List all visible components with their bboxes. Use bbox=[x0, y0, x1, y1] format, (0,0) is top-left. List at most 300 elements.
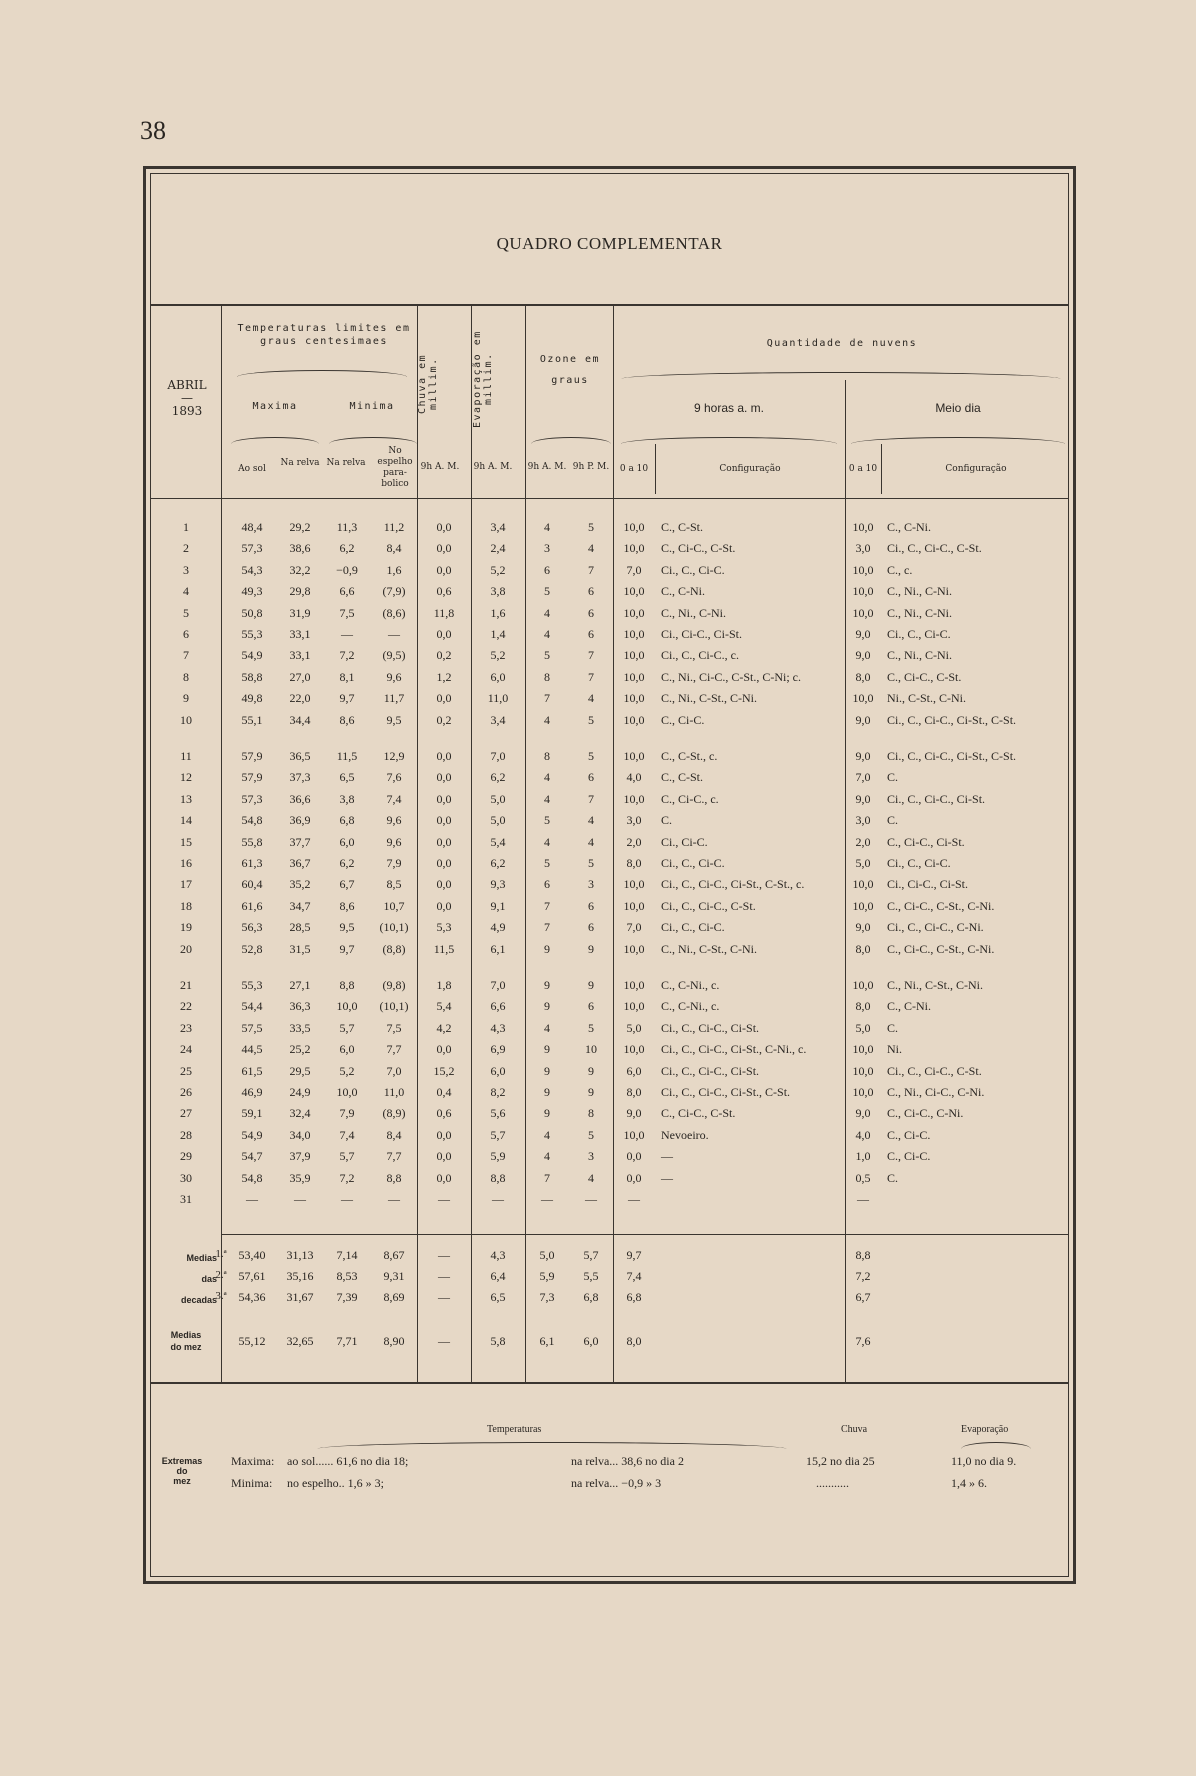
cell-ozone-am: 7 bbox=[544, 898, 550, 913]
sub-escala-2: 0 a 10 bbox=[848, 464, 878, 474]
cell-chuva: 0,0 bbox=[436, 1149, 452, 1164]
cell-na-relva-max: 35,9 bbox=[289, 1170, 311, 1185]
cell-config-meio-dia: C., Ni., Ci-C., C-Ni. bbox=[887, 1085, 985, 1099]
cell-day: 30 bbox=[180, 1170, 192, 1185]
cell-ozone-pm: 5 bbox=[588, 520, 594, 534]
table-row bbox=[151, 1192, 1071, 1213]
table-row bbox=[151, 942, 1071, 963]
cell-nuvens-9h: 10,0 bbox=[623, 749, 645, 763]
cell-no-espelho: 11,7 bbox=[383, 691, 405, 706]
extremas-label-3: mez bbox=[173, 1476, 191, 1486]
table-row bbox=[151, 856, 1071, 877]
cell-nuvens-meio-dia: 3,0 bbox=[855, 813, 871, 828]
cell-chuva: 0,0 bbox=[436, 791, 452, 806]
cell-config-9h: C., C-Ni., c. bbox=[661, 978, 720, 992]
cell-config-9h: C., C-Ni., c. bbox=[661, 999, 720, 1014]
cell-nuvens-9h: — bbox=[628, 1192, 640, 1206]
cell-no-espelho: 9,6 bbox=[386, 669, 402, 684]
cell-nuvens-meio-dia: 5,0 bbox=[855, 1020, 871, 1035]
table-row bbox=[151, 1149, 1071, 1170]
cell-ao-sol: 54,9 bbox=[241, 648, 263, 663]
cell-nuvens-meio-dia: 10,0 bbox=[852, 605, 874, 620]
brace-ozone bbox=[531, 437, 611, 444]
cell-na-relva-max: 32,4 bbox=[289, 1106, 311, 1121]
cell-chuva: 0,0 bbox=[436, 770, 452, 785]
cell-config-meio-dia: Ci., Ci-C., Ci-St. bbox=[887, 877, 969, 892]
ext-maxima-b: na relva... 38,6 no dia 2 bbox=[571, 1454, 684, 1468]
cell-day: 20 bbox=[180, 941, 192, 956]
cell-ao-sol: 54,9 bbox=[241, 1127, 263, 1142]
cell-nuvens-meio-dia: 9,0 bbox=[855, 791, 871, 806]
cell-no-espelho: 11,0 bbox=[383, 1085, 405, 1099]
cell-ozone-pm: 4 bbox=[588, 691, 594, 706]
cell-nuvens-meio-dia: 4,0 bbox=[855, 1127, 871, 1142]
cell-ozone-pm: 3 bbox=[588, 1149, 594, 1164]
table-row bbox=[151, 1021, 1071, 1042]
cell-day: 6 bbox=[183, 627, 189, 641]
cell-nuvens-meio-dia: 9,0 bbox=[855, 1106, 871, 1121]
cell-no-espelho: — bbox=[388, 1192, 400, 1206]
table-row bbox=[151, 584, 1071, 605]
cell-nuvens-9h: 9,0 bbox=[626, 1106, 642, 1121]
cell-na-relva-max: 31,13 bbox=[286, 1248, 314, 1262]
cell-config-meio-dia: C., Ni., C-Ni. bbox=[887, 605, 953, 620]
cell-ozone-pm: 10 bbox=[585, 1042, 597, 1057]
cell-day: 15 bbox=[180, 834, 192, 849]
cell-config-9h: Ci., C., Ci-C., Ci-St. bbox=[661, 1063, 760, 1078]
cell-ao-sol: 59,1 bbox=[241, 1106, 263, 1121]
cell-config-9h: Ci., C., Ci-C. bbox=[661, 856, 725, 870]
cell-evaporacao: 6,1 bbox=[490, 941, 506, 956]
cell-evaporacao: 5,2 bbox=[490, 648, 506, 663]
cell-no-espelho: 8,69 bbox=[383, 1290, 405, 1304]
cell-no-espelho: 7,7 bbox=[386, 1149, 402, 1164]
cell-day: 24 bbox=[180, 1042, 192, 1057]
cell-ozone-pm: 9 bbox=[588, 1063, 594, 1078]
cell-config-meio-dia: C. bbox=[887, 1170, 899, 1185]
cell-ozone-pm: 9 bbox=[588, 1085, 594, 1099]
cell-nuvens-9h: 5,0 bbox=[626, 1020, 642, 1035]
cell-chuva: 0,0 bbox=[436, 691, 452, 706]
cell-no-espelho: (9,8) bbox=[382, 978, 406, 992]
cell-ozone-pm: 6 bbox=[588, 605, 594, 620]
medias-decada-row bbox=[151, 1269, 1071, 1290]
brace-minima bbox=[329, 437, 417, 444]
cell-nuvens-meio-dia: 9,0 bbox=[855, 920, 871, 935]
cell-config-meio-dia: C., C-Ni. bbox=[887, 999, 932, 1014]
brace-ext-evap bbox=[961, 1442, 1031, 1449]
cell-ao-sol: 50,8 bbox=[241, 605, 263, 620]
cell-na-relva-min: 5,7 bbox=[339, 1020, 355, 1035]
cell-config-meio-dia: Ci., C., Ci-C., C-Ni. bbox=[887, 920, 984, 935]
table-row bbox=[151, 1106, 1071, 1127]
cell-evaporacao: 6,2 bbox=[490, 856, 506, 870]
cell-ozone-pm: 9 bbox=[588, 978, 594, 992]
cell-evaporacao: 6,4 bbox=[490, 1269, 506, 1283]
cell-day: 2.ª bbox=[215, 1269, 227, 1281]
cell-evaporacao: 6,6 bbox=[490, 999, 506, 1014]
cell-na-relva-min: 10,0 bbox=[336, 999, 358, 1014]
table-row bbox=[151, 792, 1071, 813]
table-row bbox=[151, 1171, 1071, 1192]
table-row bbox=[151, 1128, 1071, 1149]
ext-maxima-a: ao sol...... 61,6 no dia 18; bbox=[287, 1454, 409, 1468]
extremas-label-2: do bbox=[176, 1466, 188, 1476]
cell-na-relva-min: 8,53 bbox=[336, 1269, 358, 1283]
cell-na-relva-max: 36,3 bbox=[289, 999, 311, 1014]
cell-nuvens-9h: 8,0 bbox=[626, 856, 642, 870]
cell-config-meio-dia: Ci., C., Ci-C., Ci-St., C-St. bbox=[887, 712, 1017, 727]
cell-nuvens-meio-dia: 9,0 bbox=[855, 712, 871, 727]
sub-config-1: Configuração bbox=[719, 464, 781, 474]
cell-nuvens-meio-dia: 8,0 bbox=[855, 999, 871, 1014]
cell-ao-sol: 55,12 bbox=[238, 1334, 266, 1348]
cell-config-meio-dia: Ci., C., Ci-C., C-St. bbox=[887, 541, 982, 556]
header-meio-dia: Meio dia bbox=[935, 401, 981, 415]
cell-ozone-pm: 6 bbox=[588, 920, 594, 935]
cell-evaporacao: 11,0 bbox=[487, 691, 509, 706]
cell-ozone-pm: 6 bbox=[588, 898, 594, 913]
ext-minima-b: na relva... −0,9 » 3 bbox=[571, 1476, 662, 1490]
cell-ao-sol: 55,3 bbox=[241, 978, 263, 992]
cell-chuva: — bbox=[438, 1248, 450, 1262]
cell-config-9h: Ci., C., Ci-C., Ci-St. bbox=[661, 1020, 760, 1035]
cell-na-relva-max: 32,2 bbox=[289, 562, 311, 577]
cell-config-meio-dia: Ni. bbox=[887, 1042, 902, 1057]
cell-no-espelho: (10,1) bbox=[379, 920, 409, 935]
cell-config-9h: C., Ci-C. bbox=[661, 712, 705, 727]
cell-na-relva-min: 7,4 bbox=[339, 1127, 355, 1142]
cell-na-relva-max: 36,7 bbox=[289, 856, 311, 870]
cell-no-espelho: 8,90 bbox=[383, 1334, 405, 1348]
ext-h-chuva: Chuva bbox=[841, 1424, 868, 1435]
cell-no-espelho: 8,5 bbox=[386, 877, 402, 892]
cell-nuvens-9h: 3,0 bbox=[626, 813, 642, 828]
cell-nuvens-9h: 10,0 bbox=[623, 712, 645, 727]
cell-ozone-pm: 5,7 bbox=[583, 1248, 599, 1262]
cell-config-9h: Ci., C., Ci-C., Ci-St., C-Ni., c. bbox=[661, 1042, 807, 1057]
cell-na-relva-max: 32,65 bbox=[286, 1334, 314, 1348]
cell-na-relva-min: 6,0 bbox=[339, 1042, 355, 1057]
cell-ozone-am: 7 bbox=[544, 691, 550, 706]
cell-ozone-am: 6,1 bbox=[539, 1334, 555, 1348]
cell-nuvens-9h: 6,0 bbox=[626, 1063, 642, 1078]
cell-nuvens-meio-dia: 7,6 bbox=[855, 1334, 871, 1348]
cell-nuvens-meio-dia: 7,2 bbox=[855, 1269, 871, 1283]
cell-nuvens-9h: 7,0 bbox=[626, 920, 642, 935]
extremas-label-1: Extremas bbox=[161, 1456, 203, 1466]
table-row bbox=[151, 920, 1071, 941]
table-row bbox=[151, 691, 1071, 712]
cell-evaporacao: 6,9 bbox=[490, 1042, 506, 1057]
cell-config-9h: C., C-St. bbox=[661, 770, 704, 785]
ext-h-evaporacao: Evaporação bbox=[961, 1424, 1009, 1435]
cell-no-espelho: 7,6 bbox=[386, 770, 402, 785]
cell-day: 9 bbox=[183, 691, 189, 706]
cell-ozone-pm: 7 bbox=[588, 669, 594, 684]
cell-config-9h: Ci., C., Ci-C. bbox=[661, 920, 725, 935]
cell-na-relva-max: — bbox=[294, 1192, 306, 1206]
cell-day: 11 bbox=[180, 749, 192, 763]
cell-evaporacao: 5,4 bbox=[490, 834, 506, 849]
cell-ozone-am: 8 bbox=[544, 749, 550, 763]
cell-day: 3.ª bbox=[215, 1290, 227, 1302]
cell-day: 12 bbox=[180, 770, 192, 785]
cell-day: 17 bbox=[180, 877, 192, 892]
cell-day: 1.ª bbox=[215, 1248, 227, 1260]
cell-day: 13 bbox=[180, 791, 192, 806]
cell-ozone-pm: 4 bbox=[588, 834, 594, 849]
sub-na-relva-max: Na relva bbox=[280, 458, 320, 468]
cell-nuvens-meio-dia: 10,0 bbox=[852, 1085, 874, 1099]
cell-no-espelho: 8,8 bbox=[386, 1170, 402, 1185]
cell-nuvens-meio-dia: 10,0 bbox=[852, 520, 874, 534]
cell-ozone-am: 7 bbox=[544, 920, 550, 935]
table-row bbox=[151, 541, 1071, 562]
cell-ao-sol: 61,5 bbox=[241, 1063, 263, 1078]
cell-config-9h: — bbox=[661, 1149, 673, 1164]
cell-na-relva-max: 37,9 bbox=[289, 1149, 311, 1164]
cell-na-relva-min: 5,2 bbox=[339, 1063, 355, 1078]
cell-config-meio-dia: Ci., C., Ci-C. bbox=[887, 627, 951, 641]
cell-ao-sol: 57,3 bbox=[241, 541, 263, 556]
cell-config-meio-dia: Ci., C., Ci-C., Ci-St. bbox=[887, 791, 986, 806]
medias-label-2: das bbox=[201, 1274, 217, 1284]
title-rule bbox=[151, 304, 1068, 306]
cell-na-relva-min: 6,6 bbox=[339, 584, 355, 599]
cell-config-9h: Ci., Ci-C., Ci-St. bbox=[661, 627, 743, 641]
cell-nuvens-9h: 10,0 bbox=[623, 898, 645, 913]
table-row bbox=[151, 563, 1071, 584]
cell-ozone-pm: 3 bbox=[588, 877, 594, 892]
cell-nuvens-meio-dia: 9,0 bbox=[855, 627, 871, 641]
cell-evaporacao: 5,8 bbox=[490, 1334, 506, 1348]
brace-maxima bbox=[231, 437, 319, 444]
cell-chuva: 0,2 bbox=[436, 712, 452, 727]
cell-config-meio-dia: C., Ci-C. bbox=[887, 1149, 931, 1164]
cell-no-espelho: 7,5 bbox=[386, 1020, 402, 1035]
cell-no-espelho: 9,6 bbox=[386, 813, 402, 828]
cell-ozone-am: 5 bbox=[544, 856, 550, 870]
cell-chuva: 0,0 bbox=[436, 813, 452, 828]
ext-maxima-evap: 11,0 no dia 9. bbox=[951, 1454, 1017, 1468]
cell-nuvens-9h: 10,0 bbox=[623, 1127, 645, 1142]
cell-evaporacao: 2,4 bbox=[490, 541, 506, 556]
cell-ozone-pm: 5 bbox=[588, 856, 594, 870]
cell-no-espelho: 9,5 bbox=[386, 712, 402, 727]
cell-config-9h: C., Ni., C-St., C-Ni. bbox=[661, 941, 758, 956]
cell-na-relva-max: 28,5 bbox=[289, 920, 311, 935]
cell-ozone-pm: 7 bbox=[588, 791, 594, 806]
header-minima: Minima bbox=[349, 401, 395, 412]
cell-nuvens-meio-dia: 6,7 bbox=[855, 1290, 871, 1304]
cell-day: 29 bbox=[180, 1149, 192, 1164]
header-chuva: Chuva em millim. bbox=[417, 353, 439, 415]
cell-evaporacao: 4,3 bbox=[490, 1020, 506, 1035]
table-row bbox=[151, 520, 1071, 541]
cell-na-relva-max: 35,16 bbox=[286, 1269, 314, 1283]
cell-ao-sol: 44,5 bbox=[241, 1042, 263, 1057]
cell-nuvens-9h: 10,0 bbox=[623, 941, 645, 956]
abril-year: 1893 bbox=[171, 404, 203, 418]
brace-nove-horas bbox=[621, 437, 837, 444]
cell-ozone-pm: 6 bbox=[588, 627, 594, 641]
cell-evaporacao: 4,3 bbox=[490, 1248, 506, 1262]
cell-nuvens-9h: 10,0 bbox=[623, 877, 645, 892]
cell-ozone-am: 9 bbox=[544, 941, 550, 956]
brace-nuvens bbox=[621, 372, 1061, 379]
cell-na-relva-max: 25,2 bbox=[289, 1042, 311, 1057]
cell-evaporacao: 9,1 bbox=[490, 898, 506, 913]
cell-ozone-pm: 6 bbox=[588, 770, 594, 785]
cell-ozone-am: 9 bbox=[544, 1085, 550, 1099]
cell-ozone-am: 9 bbox=[544, 1042, 550, 1057]
cell-na-relva-max: 27,0 bbox=[289, 669, 311, 684]
cell-na-relva-min: 8,1 bbox=[339, 669, 355, 684]
cell-day: 10 bbox=[180, 712, 192, 727]
cell-ao-sol: 57,9 bbox=[241, 749, 263, 763]
cell-ao-sol: 54,8 bbox=[241, 813, 263, 828]
cell-na-relva-min: 6,2 bbox=[339, 856, 355, 870]
cell-nuvens-meio-dia: 10,0 bbox=[852, 562, 874, 577]
cell-config-meio-dia: C., Ci-C. bbox=[887, 1127, 931, 1142]
cell-na-relva-min: 9,7 bbox=[339, 691, 355, 706]
sub-ao-sol: Ao sol bbox=[238, 464, 266, 474]
cell-ozone-am: 8 bbox=[544, 669, 550, 684]
cell-nuvens-meio-dia: 9,0 bbox=[855, 648, 871, 663]
cell-config-meio-dia: C., Ni., C-St., C-Ni. bbox=[887, 978, 984, 992]
cell-ozone-pm: 6 bbox=[588, 584, 594, 599]
cell-config-9h: Ci., C., Ci-C., Ci-St., C-St., c. bbox=[661, 877, 805, 892]
cell-nuvens-9h: 10,0 bbox=[623, 978, 645, 992]
cell-na-relva-max: 35,2 bbox=[289, 877, 311, 892]
table-row bbox=[151, 899, 1071, 920]
cell-day: 23 bbox=[180, 1020, 192, 1035]
cell-ozone-pm: 9 bbox=[588, 941, 594, 956]
cell-config-meio-dia: C., Ni., C-Ni. bbox=[887, 648, 953, 663]
cell-nuvens-9h: 9,7 bbox=[626, 1248, 642, 1262]
cell-config-meio-dia: C., Ci-C., C-Ni. bbox=[887, 1106, 964, 1121]
cell-na-relva-max: 36,5 bbox=[289, 749, 311, 763]
cell-no-espelho: 11,2 bbox=[383, 520, 405, 534]
cell-ao-sol: 57,61 bbox=[238, 1269, 266, 1283]
cell-ozone-am: 4 bbox=[544, 1149, 550, 1164]
table-row bbox=[151, 713, 1071, 734]
cell-ozone-am: 9 bbox=[544, 1063, 550, 1078]
cell-no-espelho: 7,0 bbox=[386, 1063, 402, 1078]
cell-ozone-am: 5,0 bbox=[539, 1248, 555, 1262]
cell-na-relva-min: −0,9 bbox=[336, 562, 358, 577]
cell-config-9h: C., Ci-C., C-St. bbox=[661, 1106, 736, 1121]
cell-ozone-am: 6 bbox=[544, 877, 550, 892]
cell-ao-sol: 46,9 bbox=[241, 1085, 263, 1099]
cell-day: 5 bbox=[183, 605, 189, 620]
cell-chuva: 0,0 bbox=[436, 856, 452, 870]
cell-ozone-pm: 7 bbox=[588, 648, 594, 663]
cell-ozone-pm: 6,0 bbox=[583, 1334, 599, 1348]
cell-nuvens-meio-dia: 2,0 bbox=[855, 834, 871, 849]
cell-na-relva-min: 7,9 bbox=[339, 1106, 355, 1121]
cell-config-9h: C., Ci-C., C-St. bbox=[661, 541, 736, 556]
cell-ozone-am: 7,3 bbox=[539, 1290, 555, 1304]
cell-nuvens-9h: 10,0 bbox=[623, 627, 645, 641]
page-number: 38 bbox=[140, 116, 166, 145]
cell-na-relva-max: 31,9 bbox=[289, 605, 311, 620]
cell-na-relva-max: 34,7 bbox=[289, 898, 311, 913]
sub-config-2: Configuração bbox=[945, 464, 1007, 474]
table-row bbox=[151, 770, 1071, 791]
ext-minima-label: Minima: bbox=[231, 1476, 273, 1490]
cell-na-relva-min: 7,5 bbox=[339, 605, 355, 620]
cell-ozone-pm: 5 bbox=[588, 749, 594, 763]
cell-nuvens-meio-dia: 8,0 bbox=[855, 941, 871, 956]
cell-day: 16 bbox=[180, 856, 192, 870]
cell-chuva: — bbox=[438, 1192, 450, 1206]
cell-ao-sol: 56,3 bbox=[241, 920, 263, 935]
cell-ao-sol: 54,36 bbox=[238, 1290, 266, 1304]
cell-chuva: 0,6 bbox=[436, 584, 452, 599]
cell-config-meio-dia: C., Ci-C., C-St., C-Ni. bbox=[887, 898, 995, 913]
cell-evaporacao: 8,2 bbox=[490, 1085, 506, 1099]
cell-na-relva-min: 9,7 bbox=[339, 941, 355, 956]
cell-day: 14 bbox=[180, 813, 192, 828]
cell-evaporacao: 8,8 bbox=[490, 1170, 506, 1185]
cell-nuvens-9h: 10,0 bbox=[623, 669, 645, 684]
medias-rule bbox=[221, 1234, 1068, 1235]
cell-config-meio-dia: C. bbox=[887, 813, 899, 828]
cell-day: 2 bbox=[183, 541, 189, 556]
cell-nuvens-meio-dia: 8,0 bbox=[855, 669, 871, 684]
cell-no-espelho: (8,8) bbox=[382, 941, 406, 956]
cell-chuva: 4,2 bbox=[436, 1020, 452, 1035]
cell-chuva: 5,4 bbox=[436, 999, 452, 1014]
table-row bbox=[151, 1085, 1071, 1106]
cell-config-meio-dia: C., C-Ni. bbox=[887, 520, 932, 534]
cell-ozone-pm: 6 bbox=[588, 999, 594, 1014]
ext-minima-evap: 1,4 » 6. bbox=[951, 1476, 987, 1490]
cell-evaporacao: 6,0 bbox=[490, 669, 506, 684]
cell-ao-sol: 57,9 bbox=[241, 770, 263, 785]
cell-na-relva-max: 29,8 bbox=[289, 584, 311, 599]
cell-ozone-pm: 8 bbox=[588, 1106, 594, 1121]
cell-ao-sol: 61,3 bbox=[241, 856, 263, 870]
cell-evaporacao: 5,9 bbox=[490, 1149, 506, 1164]
cell-chuva: — bbox=[438, 1334, 450, 1348]
cell-ozone-am: 4 bbox=[544, 770, 550, 785]
cell-nuvens-meio-dia: 10,0 bbox=[852, 691, 874, 706]
cell-chuva: 0,0 bbox=[436, 749, 452, 763]
cell-config-meio-dia: C., Ci-C., C-St. bbox=[887, 669, 962, 684]
cell-ozone-am: 5,9 bbox=[539, 1269, 555, 1283]
cell-nuvens-9h: 10,0 bbox=[623, 520, 645, 534]
cell-na-relva-min: 7,14 bbox=[336, 1248, 358, 1262]
cell-chuva: 0,0 bbox=[436, 1042, 452, 1057]
cell-chuva: 15,2 bbox=[433, 1063, 455, 1078]
table-row bbox=[151, 999, 1071, 1020]
cell-chuva: 0,0 bbox=[436, 562, 452, 577]
cell-day: 25 bbox=[180, 1063, 192, 1078]
cell-no-espelho: 8,4 bbox=[386, 1127, 402, 1142]
cell-nuvens-meio-dia: 7,0 bbox=[855, 770, 871, 785]
abril-dash: — bbox=[181, 391, 193, 405]
cell-day: 8 bbox=[183, 669, 189, 684]
cell-ao-sol: 55,3 bbox=[241, 627, 263, 641]
cell-day: 1 bbox=[183, 520, 189, 534]
ext-h-temperaturas: Temperaturas bbox=[487, 1424, 542, 1435]
cell-na-relva-min: 7,39 bbox=[336, 1290, 358, 1304]
cell-na-relva-max: 33,1 bbox=[289, 627, 311, 641]
cell-day: 19 bbox=[180, 920, 192, 935]
